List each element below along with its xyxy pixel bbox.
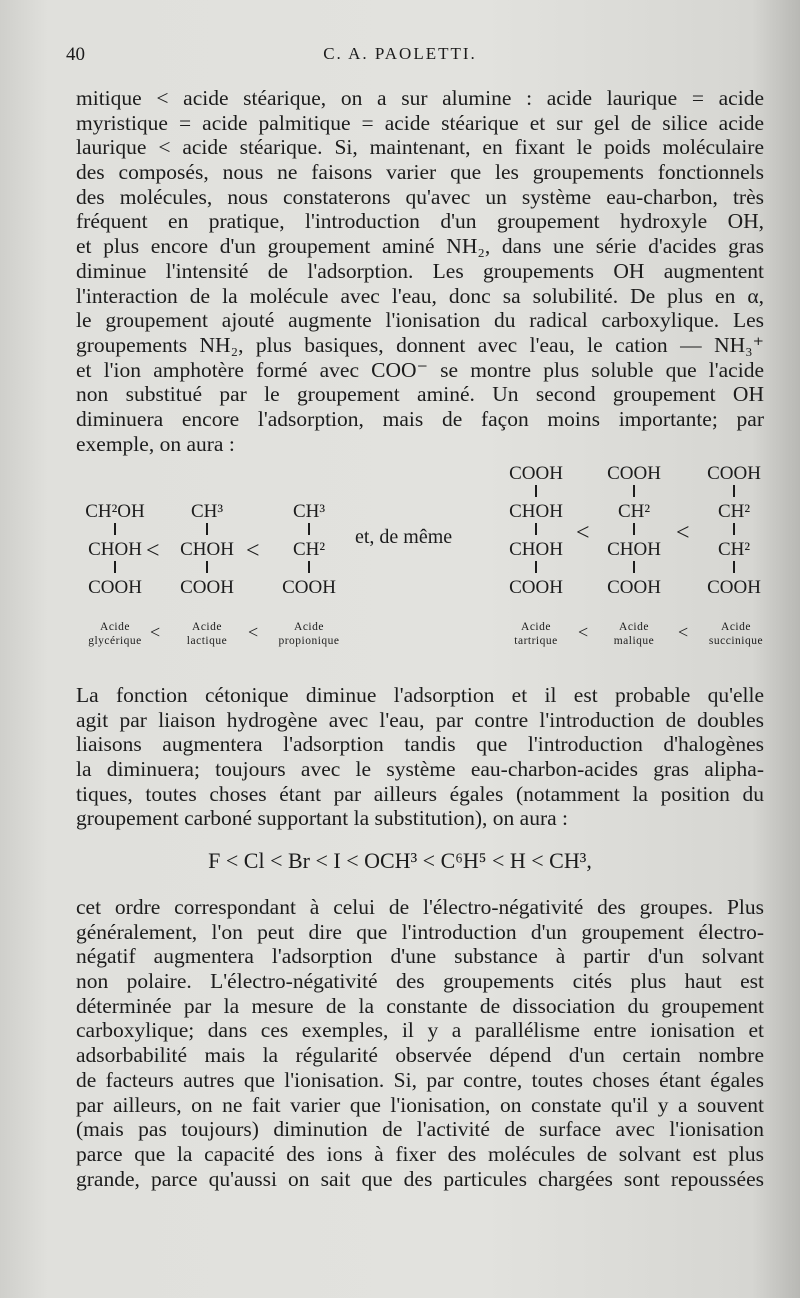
less-than-sign: < [576, 520, 590, 546]
paragraph-3 [76, 895, 764, 1191]
formula-upper-group: CH² [617, 501, 651, 522]
formula-bottom-group: COOH [707, 577, 761, 598]
text-line: La fonction cétonique diminue l'adsorption et il est probable qu'elle [76, 683, 764, 707]
text-line: des molécules, nous constaterons qu'avec un système eau-charbon, très [76, 184, 764, 209]
bond [176, 560, 238, 578]
formula-bottom-group: COOH [88, 577, 142, 598]
formula-top-group: COOH [707, 463, 761, 484]
caption-word: Acide [721, 621, 751, 633]
text-line: myristique = acide palmitique = acide stéarique et sur gel de silice acide [76, 110, 764, 135]
text-line: déterminée par la mesure de la constante de dissociation du groupement [76, 993, 764, 1018]
text-line: non polaire. L'électro-négativité des groupements cités plus haut est [76, 969, 764, 994]
bond [703, 560, 765, 578]
less-than-sign: < [146, 538, 160, 564]
formula-top-group: CH³ [292, 501, 326, 522]
text-line: par ailleurs, on ne fait varier que l'ionisation, on constate qu'il y a souvent [76, 1092, 764, 1117]
text-line: mitique < acide stéarique, on a sur alumine : acide laurique = acide [76, 86, 764, 110]
bond [603, 522, 665, 540]
formula-lower-group: CHOH [607, 539, 661, 560]
formula-bottom-group: COOH [509, 577, 563, 598]
bond [74, 560, 156, 578]
text-line: (mais pas toujours) diminution de l'activité de surface avec l'ionisation [76, 1117, 764, 1142]
formula-bottom-group: COOH [607, 577, 661, 598]
less-than-sign: < [676, 520, 690, 546]
formula-top-group: CH²OH [85, 501, 145, 522]
structure-malic [603, 464, 665, 598]
formula-upper-group: CHOH [509, 501, 563, 522]
structure-succinic [703, 464, 765, 598]
text-line: groupement carboné supportant la substitution), on aura : [76, 806, 568, 831]
text-line: des composés, nous ne faisons varier que les groupements fonctionnels [76, 160, 764, 185]
caption-name: lactique [186, 635, 228, 647]
caption-tartaric [500, 620, 572, 648]
text-line: l'interaction de la molécule avec l'eau, donc sa solubilité. De plus en α, [76, 283, 764, 308]
caption-propionic [268, 620, 350, 648]
text-line: et plus encore d'un groupement aminé NH₂, dans une série d'acides gras [76, 234, 764, 259]
text-line: liaisons augmentera l'adsorption tandis que l'introduction d'halogènes [76, 732, 764, 757]
less-than-sign: < [248, 622, 259, 642]
text-line: de facteurs autres que l'ionisation. Si, par contre, toutes choses étant égales [76, 1067, 764, 1092]
structure-tartaric [505, 464, 567, 598]
text-line: et l'ion amphotère formé avec COO⁻ se montre plus soluble que l'acide [76, 357, 764, 382]
paragraph-2 [76, 683, 764, 831]
page-header [0, 44, 800, 72]
bond [505, 560, 567, 578]
text-line: groupements NH₂, plus basiques, donnent avec l'eau, le cation — NH₃⁺ [76, 332, 764, 357]
formula-top-group: COOH [607, 463, 661, 484]
structure-glyceric [74, 502, 156, 598]
paragraph-1 [76, 86, 764, 456]
caption-word: Acide [100, 621, 130, 633]
bond [74, 522, 156, 540]
bond [703, 484, 765, 502]
less-than-sign: < [150, 622, 161, 642]
structure-lactic [176, 502, 238, 598]
page-number: 40 [66, 44, 85, 65]
bond [603, 560, 665, 578]
text-line: adsorbabilité mais la régularité observée dépend d'un certain nombre [76, 1043, 764, 1068]
caption-name: tartrique [514, 635, 558, 647]
caption-name: propionique [278, 635, 340, 647]
text-line: laurique < acide stéarique. Si, maintenant, en fixant le poids moléculaire [76, 135, 764, 160]
formula-middle-group: CHOH [88, 539, 142, 560]
less-than-sign: < [678, 622, 689, 642]
text-line: cet ordre correspondant à celui de l'électro-négativité des groupes. Plus [76, 895, 764, 919]
formula-top-group: COOH [509, 463, 563, 484]
text-line: diminue l'intensité de l'adsorption. Les groupements OH augmentent [76, 258, 764, 283]
less-than-sign: < [246, 538, 260, 564]
running-head: C. A. PAOLETTI. [323, 44, 477, 63]
caption-name: glycérique [88, 635, 142, 647]
bond [505, 522, 567, 540]
text-line: fréquent en pratique, l'introduction d'un groupement hydroxyle OH, [76, 209, 764, 234]
halogen-order-formula: F < Cl < Br < I < OCH³ < C⁶H⁵ < H < CH³, [208, 848, 592, 873]
text-line: négatif augmentera l'adsorption d'une substance à partir d'un solvant [76, 944, 764, 969]
text-line: tiques, toutes choses étant par ailleurs égales (notamment la position du [76, 781, 764, 806]
caption-glyceric [74, 620, 156, 648]
formula-upper-group: CH² [717, 501, 751, 522]
formula-middle-group: CH² [292, 539, 326, 560]
bond [505, 484, 567, 502]
text-line: grande, parce qu'aussi on sait que des particules chargées sont repoussées [76, 1166, 764, 1191]
bond [603, 484, 665, 502]
formula-bottom-group: COOH [282, 577, 336, 598]
text-line: le groupement ajouté augmente l'ionisation du radical carboxylique. Les [76, 308, 764, 333]
caption-name: succinique [708, 635, 764, 647]
caption-word: Acide [192, 621, 222, 633]
text-line: agit par liaison hydrogène avec l'eau, par contre l'introduction de doubles [76, 707, 764, 732]
et-de-meme-text: et, de même [355, 526, 453, 548]
caption-malic [598, 620, 670, 648]
text-line: parce que la capacité des ions à fixer des molécules de solvant est plus [76, 1141, 764, 1166]
formula-lower-group: CHOH [509, 539, 563, 560]
text-line: la diminuera; toujours avec le système eau-charbon-acides gras alipha- [76, 757, 764, 782]
bond [278, 522, 340, 540]
caption-word: Acide [521, 621, 551, 633]
caption-word: Acide [619, 621, 649, 633]
text-line: généralement, l'on peut dire que l'introduction d'un groupement électro- [76, 919, 764, 944]
structural-formulas [0, 460, 800, 660]
formula-bottom-group: COOH [180, 577, 234, 598]
formula-lower-group: CH² [717, 539, 751, 560]
caption-name: malique [613, 635, 655, 647]
less-than-sign: < [578, 622, 589, 642]
bond [278, 560, 340, 578]
caption-lactic [176, 620, 238, 648]
caption-word: Acide [294, 621, 324, 633]
text-line: carboxylique; dans ces exemples, il y a parallélisme entre ionisation et [76, 1018, 764, 1043]
caption-succinic [700, 620, 772, 648]
formula-middle-group: CHOH [180, 539, 234, 560]
text-line: non substitué par le groupement aminé. Un second groupement OH [76, 382, 764, 407]
bond [176, 522, 238, 540]
bond [703, 522, 765, 540]
structure-propionic [278, 502, 340, 598]
text-line: diminuera encore l'adsorption, mais de façon moins importante; par [76, 406, 764, 431]
formula-top-group: CH³ [190, 501, 224, 522]
text-line: exemple, on aura : [76, 431, 235, 456]
